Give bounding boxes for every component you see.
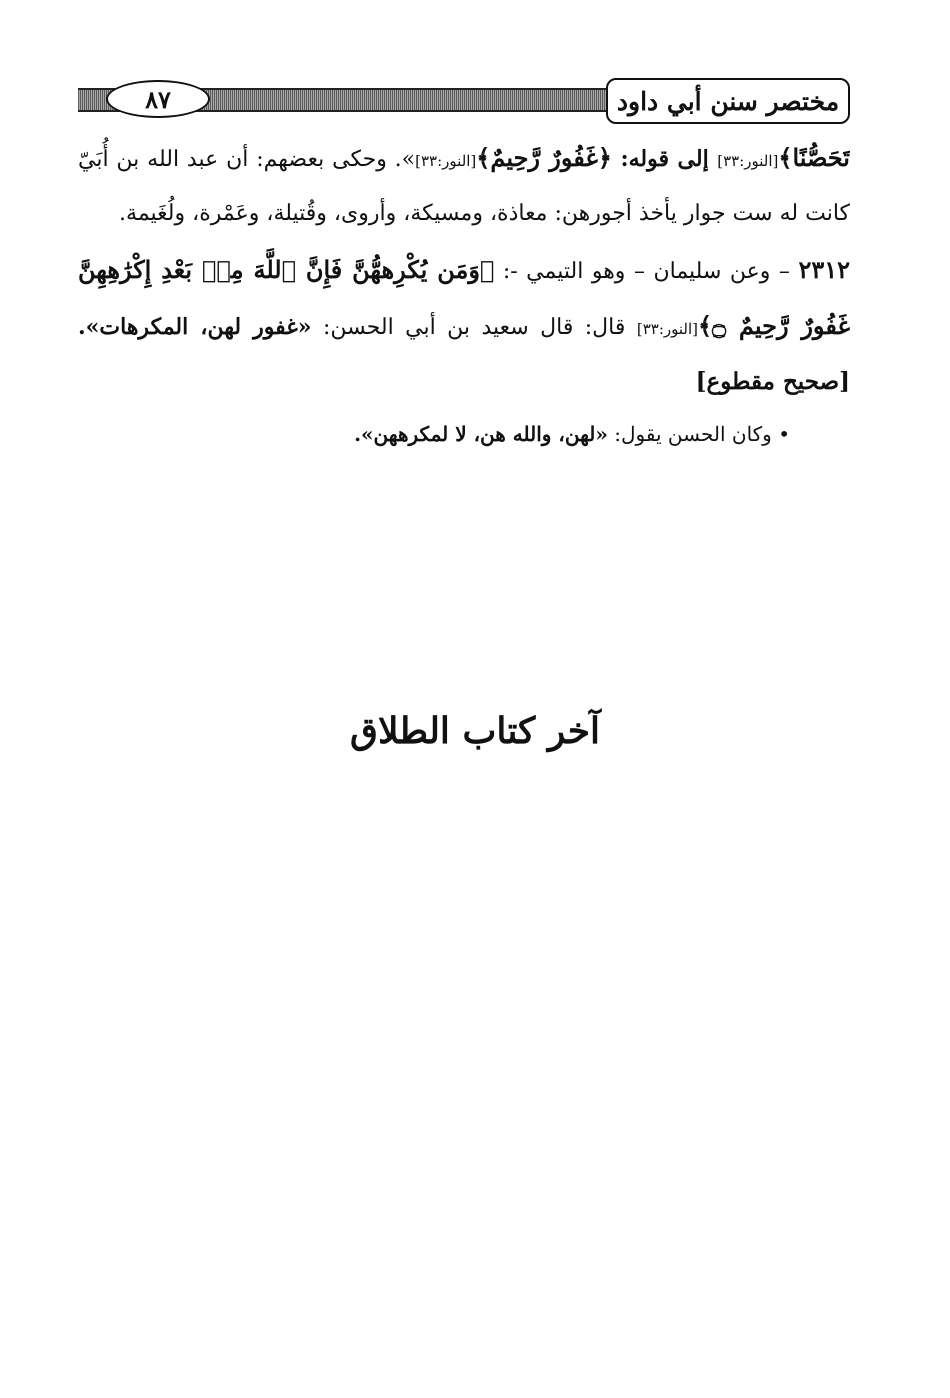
quran-verse: تَحَصُّنًا﴾ [778,143,850,172]
verse-reference: [النور:٣٣] [415,152,477,170]
hadith-grade: [صحيح مقطوع] [695,368,850,395]
book-title: مختصر سنن أبي داود [606,78,850,124]
quote: «لهن، والله هن، لا لمكرههن». [354,422,608,446]
verse-reference: [النور:٣٣] [717,152,779,170]
text-line-3 [78,242,850,298]
quran-verse: ﴿غَفُورٌ رَّحِيمٌ﴾ [476,143,612,172]
quran-verse: ﴿وَمَن يُكْرِههُّنَّ فَإِنَّ ٱللَّهَ مِنۢ بَعْدِ إِكْرَٰهِهِنَّ [78,255,495,284]
text-segment: قال: قال سعيد بن أبي الحسن: [311,315,637,340]
text-line-1 [78,130,850,186]
bullet-icon: • [778,422,790,446]
text-line-4 [78,298,850,354]
text-segment: إلى قوله: [611,146,718,172]
hadith-number: ٢٣١٢ [798,255,850,284]
verse-reference: [النور:٣٣] [636,320,698,338]
quote: «غفور لهن، المكرهات». [78,314,312,340]
page-header [78,78,850,126]
chapter-closing-title: آخر كتاب الطلاق [350,710,600,752]
text-segment: ». وحكى بعضهم: أن عبد الله بن أُبَيّ [78,147,416,172]
text-line-2: كانت له ست جوار يأخذ أجورهن: معاذة، ومسيكة، وأروى، وقُتيلة، وعَمْرة، ولُغَيمة. [119,201,850,226]
text-segment: – وعن سليمان – وهو التيمي -: [494,259,799,284]
text-segment: وكان الحسن يقول: [607,422,779,446]
note-line [78,410,850,458]
page-number: ٨٧ [106,80,210,118]
page-body [78,130,850,458]
quran-verse: غَفُورٌ رَّحِيمٌ ۝﴾ [697,311,850,340]
